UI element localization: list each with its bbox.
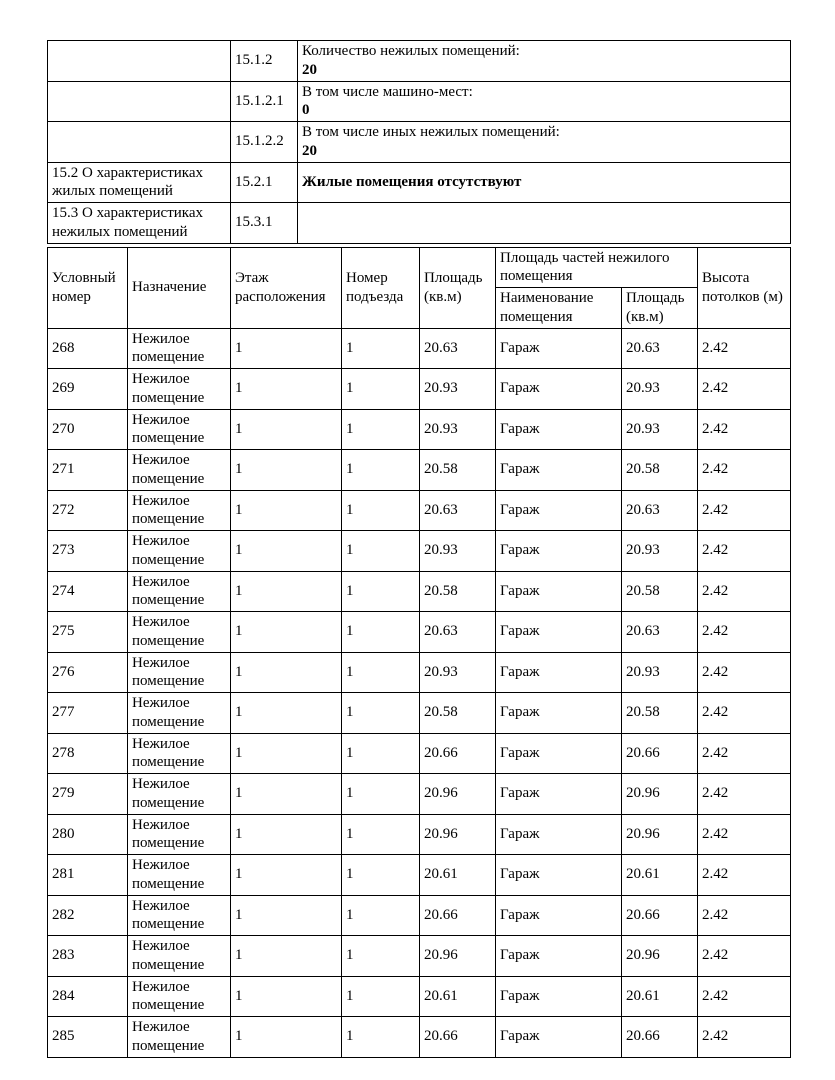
- section-code-cell: 15.1.2: [231, 41, 298, 82]
- cell-ceiling-height: 2.42: [698, 369, 791, 410]
- cell-purpose: Нежилое помещение: [128, 936, 231, 977]
- premises-row: [48, 612, 791, 653]
- section-value-cell: [298, 203, 791, 244]
- cell-area: 20.66: [420, 733, 496, 774]
- cell-conditional-number: 269: [48, 369, 128, 410]
- section-code-cell: 15.3.1: [231, 203, 298, 244]
- cell-conditional-number: 283: [48, 936, 128, 977]
- premises-row: [48, 369, 791, 410]
- cell-ceiling-height: 2.42: [698, 895, 791, 936]
- header-conditional-number: Условный номер: [48, 247, 128, 328]
- cell-entrance: 1: [342, 612, 420, 653]
- cell-part-area: 20.61: [622, 976, 698, 1017]
- section-row: [48, 122, 791, 163]
- cell-floor: 1: [231, 612, 342, 653]
- cell-purpose: Нежилое помещение: [128, 976, 231, 1017]
- cell-conditional-number: 277: [48, 693, 128, 734]
- cell-entrance: 1: [342, 571, 420, 612]
- section-code-cell: 15.1.2.1: [231, 81, 298, 122]
- cell-purpose: Нежилое помещение: [128, 652, 231, 693]
- cell-part-area: 20.93: [622, 409, 698, 450]
- header-entrance: Номер подъезда: [342, 247, 420, 328]
- cell-entrance: 1: [342, 855, 420, 896]
- cell-ceiling-height: 2.42: [698, 936, 791, 977]
- cell-ceiling-height: 2.42: [698, 814, 791, 855]
- cell-area: 20.58: [420, 450, 496, 491]
- cell-ceiling-height: 2.42: [698, 976, 791, 1017]
- section-value-number: 20: [302, 142, 317, 159]
- cell-part-area: 20.63: [622, 612, 698, 653]
- cell-part-area: 20.93: [622, 531, 698, 572]
- header-ceiling-height: Высота потолков (м): [698, 247, 791, 328]
- cell-part-name: Гараж: [496, 855, 622, 896]
- cell-purpose: Нежилое помещение: [128, 895, 231, 936]
- cell-ceiling-height: 2.42: [698, 328, 791, 369]
- cell-floor: 1: [231, 693, 342, 734]
- cell-area: 20.93: [420, 531, 496, 572]
- cell-part-area: 20.58: [622, 571, 698, 612]
- cell-ceiling-height: 2.42: [698, 652, 791, 693]
- cell-conditional-number: 285: [48, 1017, 128, 1058]
- cell-ceiling-height: 2.42: [698, 693, 791, 734]
- cell-conditional-number: 281: [48, 855, 128, 896]
- cell-area: 20.61: [420, 976, 496, 1017]
- cell-purpose: Нежилое помещение: [128, 369, 231, 410]
- cell-part-area: 20.61: [622, 855, 698, 896]
- premises-row: [48, 976, 791, 1017]
- cell-entrance: 1: [342, 774, 420, 815]
- cell-floor: 1: [231, 571, 342, 612]
- cell-purpose: Нежилое помещение: [128, 450, 231, 491]
- cell-part-area: 20.58: [622, 450, 698, 491]
- cell-area: 20.93: [420, 409, 496, 450]
- header-parts-group: Площадь частей нежилого помещения: [496, 247, 698, 288]
- cell-conditional-number: 273: [48, 531, 128, 572]
- cell-floor: 1: [231, 328, 342, 369]
- cell-entrance: 1: [342, 693, 420, 734]
- cell-purpose: Нежилое помещение: [128, 1017, 231, 1058]
- section-code-cell: 15.1.2.2: [231, 122, 298, 163]
- cell-purpose: Нежилое помещение: [128, 490, 231, 531]
- cell-entrance: 1: [342, 895, 420, 936]
- cell-conditional-number: 270: [48, 409, 128, 450]
- cell-part-area: 20.96: [622, 774, 698, 815]
- cell-purpose: Нежилое помещение: [128, 733, 231, 774]
- cell-conditional-number: 274: [48, 571, 128, 612]
- premises-row: [48, 1017, 791, 1058]
- premises-row: [48, 409, 791, 450]
- cell-conditional-number: 284: [48, 976, 128, 1017]
- section-label-cell: [48, 41, 231, 82]
- header-floor: Этаж расположения: [231, 247, 342, 328]
- cell-part-area: 20.66: [622, 1017, 698, 1058]
- section-row: [48, 81, 791, 122]
- cell-floor: 1: [231, 855, 342, 896]
- cell-floor: 1: [231, 774, 342, 815]
- cell-conditional-number: 272: [48, 490, 128, 531]
- cell-area: 20.58: [420, 571, 496, 612]
- cell-conditional-number: 279: [48, 774, 128, 815]
- cell-purpose: Нежилое помещение: [128, 612, 231, 653]
- header-part-name: Наименование помещения: [496, 288, 622, 329]
- cell-floor: 1: [231, 895, 342, 936]
- cell-area: 20.63: [420, 328, 496, 369]
- cell-part-area: 20.66: [622, 895, 698, 936]
- header-area: Площадь (кв.м): [420, 247, 496, 328]
- cell-purpose: Нежилое помещение: [128, 855, 231, 896]
- cell-part-name: Гараж: [496, 693, 622, 734]
- cell-part-area: 20.96: [622, 814, 698, 855]
- cell-area: 20.93: [420, 369, 496, 410]
- cell-conditional-number: 271: [48, 450, 128, 491]
- cell-floor: 1: [231, 450, 342, 491]
- cell-part-name: Гараж: [496, 409, 622, 450]
- premises-row: [48, 895, 791, 936]
- cell-purpose: Нежилое помещение: [128, 328, 231, 369]
- cell-part-area: 20.93: [622, 652, 698, 693]
- cell-conditional-number: 278: [48, 733, 128, 774]
- premises-table: [47, 247, 791, 1058]
- cell-entrance: 1: [342, 490, 420, 531]
- cell-ceiling-height: 2.42: [698, 733, 791, 774]
- cell-part-name: Гараж: [496, 571, 622, 612]
- section-label-cell: 15.2 О характеристиках жилых помещений: [48, 162, 231, 203]
- section-row: [48, 162, 791, 203]
- cell-purpose: Нежилое помещение: [128, 814, 231, 855]
- cell-area: 20.63: [420, 490, 496, 531]
- section-label-cell: 15.3 О характеристиках нежилых помещений: [48, 203, 231, 244]
- cell-part-name: Гараж: [496, 328, 622, 369]
- cell-part-area: 20.63: [622, 328, 698, 369]
- cell-ceiling-height: 2.42: [698, 855, 791, 896]
- cell-purpose: Нежилое помещение: [128, 774, 231, 815]
- cell-purpose: Нежилое помещение: [128, 409, 231, 450]
- cell-ceiling-height: 2.42: [698, 612, 791, 653]
- cell-part-name: Гараж: [496, 1017, 622, 1058]
- cell-part-name: Гараж: [496, 369, 622, 410]
- cell-part-name: Гараж: [496, 936, 622, 977]
- cell-floor: 1: [231, 976, 342, 1017]
- cell-part-area: 20.63: [622, 490, 698, 531]
- cell-ceiling-height: 2.42: [698, 531, 791, 572]
- cell-conditional-number: 268: [48, 328, 128, 369]
- premises-table-header: [48, 247, 791, 328]
- header-row-top: [48, 247, 791, 288]
- cell-floor: 1: [231, 814, 342, 855]
- cell-ceiling-height: 2.42: [698, 450, 791, 491]
- cell-area: 20.66: [420, 895, 496, 936]
- premises-table-body: [48, 328, 791, 1057]
- premises-row: [48, 571, 791, 612]
- premises-row: [48, 936, 791, 977]
- section-value-label: В том числе иных нежилых помещений:: [302, 124, 560, 140]
- header-purpose: Назначение: [128, 247, 231, 328]
- cell-entrance: 1: [342, 450, 420, 491]
- top-section-table: [47, 40, 791, 244]
- cell-entrance: 1: [342, 328, 420, 369]
- section-label-cell: [48, 122, 231, 163]
- cell-area: 20.96: [420, 774, 496, 815]
- cell-part-area: 20.58: [622, 693, 698, 734]
- cell-floor: 1: [231, 936, 342, 977]
- cell-ceiling-height: 2.42: [698, 571, 791, 612]
- section-code-cell: 15.2.1: [231, 162, 298, 203]
- cell-entrance: 1: [342, 409, 420, 450]
- section-value-cell: [298, 41, 791, 82]
- cell-floor: 1: [231, 733, 342, 774]
- cell-part-name: Гараж: [496, 612, 622, 653]
- cell-entrance: 1: [342, 531, 420, 572]
- section-row: [48, 203, 791, 244]
- premises-row: [48, 652, 791, 693]
- cell-area: 20.66: [420, 1017, 496, 1058]
- cell-area: 20.61: [420, 855, 496, 896]
- cell-area: 20.58: [420, 693, 496, 734]
- cell-part-name: Гараж: [496, 450, 622, 491]
- cell-area: 20.96: [420, 936, 496, 977]
- section-value-cell: Жилые помещения отсутствуют: [298, 162, 791, 203]
- cell-area: 20.96: [420, 814, 496, 855]
- cell-ceiling-height: 2.42: [698, 1017, 791, 1058]
- section-value-label: Количество нежилых помещений:: [302, 43, 520, 59]
- cell-entrance: 1: [342, 733, 420, 774]
- cell-area: 20.63: [420, 612, 496, 653]
- section-value-cell: [298, 81, 791, 122]
- cell-floor: 1: [231, 490, 342, 531]
- cell-ceiling-height: 2.42: [698, 774, 791, 815]
- premises-row: [48, 774, 791, 815]
- premises-row: [48, 531, 791, 572]
- cell-part-area: 20.96: [622, 936, 698, 977]
- cell-conditional-number: 282: [48, 895, 128, 936]
- cell-purpose: Нежилое помещение: [128, 693, 231, 734]
- section-value-number: 0: [302, 102, 310, 119]
- section-row: [48, 41, 791, 82]
- cell-entrance: 1: [342, 936, 420, 977]
- cell-part-name: Гараж: [496, 652, 622, 693]
- cell-area: 20.93: [420, 652, 496, 693]
- premises-row: [48, 814, 791, 855]
- premises-row: [48, 328, 791, 369]
- cell-floor: 1: [231, 652, 342, 693]
- cell-purpose: Нежилое помещение: [128, 531, 231, 572]
- cell-entrance: 1: [342, 814, 420, 855]
- cell-conditional-number: 280: [48, 814, 128, 855]
- header-part-area: Площадь (кв.м): [622, 288, 698, 329]
- cell-part-name: Гараж: [496, 490, 622, 531]
- cell-part-area: 20.93: [622, 369, 698, 410]
- cell-floor: 1: [231, 409, 342, 450]
- cell-entrance: 1: [342, 652, 420, 693]
- cell-part-name: Гараж: [496, 531, 622, 572]
- cell-entrance: 1: [342, 976, 420, 1017]
- cell-ceiling-height: 2.42: [698, 409, 791, 450]
- cell-part-name: Гараж: [496, 895, 622, 936]
- cell-part-name: Гараж: [496, 976, 622, 1017]
- top-table-body: [48, 41, 791, 244]
- cell-entrance: 1: [342, 369, 420, 410]
- cell-conditional-number: 276: [48, 652, 128, 693]
- section-label-cell: [48, 81, 231, 122]
- premises-row: [48, 693, 791, 734]
- cell-floor: 1: [231, 369, 342, 410]
- cell-purpose: Нежилое помещение: [128, 571, 231, 612]
- cell-part-name: Гараж: [496, 733, 622, 774]
- section-value-cell: [298, 122, 791, 163]
- cell-entrance: 1: [342, 1017, 420, 1058]
- cell-conditional-number: 275: [48, 612, 128, 653]
- section-value-label: В том числе машино-мест:: [302, 83, 473, 100]
- cell-floor: 1: [231, 1017, 342, 1058]
- cell-part-name: Гараж: [496, 774, 622, 815]
- premises-row: [48, 450, 791, 491]
- cell-ceiling-height: 2.42: [698, 490, 791, 531]
- cell-part-area: 20.66: [622, 733, 698, 774]
- cell-floor: 1: [231, 531, 342, 572]
- cell-part-name: Гараж: [496, 814, 622, 855]
- premises-row: [48, 855, 791, 896]
- premises-row: [48, 490, 791, 531]
- premises-row: [48, 733, 791, 774]
- section-value-number: 20: [302, 61, 317, 78]
